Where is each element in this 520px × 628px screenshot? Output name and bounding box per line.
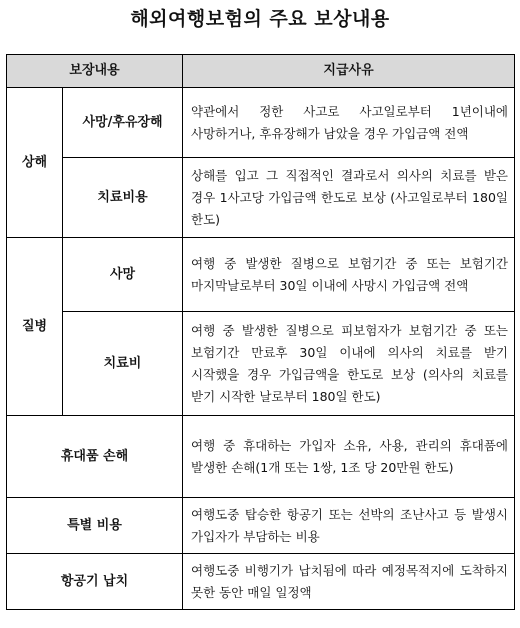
- desc-hijack: 여행도중 비행기가 납치됨에 따라 예정목적지에 도착하지 못한 동안 매일 일정액: [183, 554, 515, 610]
- table-header-row: [7, 55, 515, 88]
- table-row: [7, 238, 515, 312]
- page-title: 해외여행보험의 주요 보상내용: [130, 8, 390, 30]
- item-hijack: 항공기 납치: [7, 554, 183, 610]
- item-illness-death: 사망: [63, 238, 183, 312]
- item-injury-treatment: 치료비용: [63, 158, 183, 238]
- desc-injury-death: 약관에서 정한 사고로 사고일로부터 1년이내에 사망하거나, 후유장해가 남았을 경우 가입금액 전액: [183, 88, 515, 158]
- desc-belongings: 여행 중 휴대하는 가입자 소유, 사용, 관리의 휴대품에 발생한 손해(1개 또는 1쌍, 1조 당 20만원 한도): [183, 416, 515, 498]
- table-row: [7, 312, 515, 416]
- table-row: [7, 498, 515, 554]
- category-injury: 상해: [7, 88, 63, 238]
- desc-illness-treatment: 여행 중 발생한 질병으로 피보험자가 보험기간 중 또는 보험기간 만료후 30일 이내에 의사의 치료를 받기 시작했을 경우 가입금액을 한도로 보상 (의사의 치료를 받기 시작한 날로부터 180일 한도): [183, 312, 515, 416]
- table-row: [7, 554, 515, 610]
- item-injury-death: 사망/후유장해: [63, 88, 183, 158]
- item-special-cost: 특별 비용: [7, 498, 183, 554]
- item-belongings: 휴대품 손해: [7, 416, 183, 498]
- desc-injury-treatment: 상해를 입고 그 직접적인 결과로서 의사의 치료를 받은 경우 1사고당 가입금액 한도로 보상 (사고일로부터 180일 한도): [183, 158, 515, 238]
- category-illness: 질병: [7, 238, 63, 416]
- desc-illness-death: 여행 중 발생한 질병으로 보험기간 중 또는 보험기간 마지막날로부터 30일 이내에 사망시 가입금액 전액: [183, 238, 515, 312]
- header-coverage: 보장내용: [7, 55, 183, 88]
- desc-special-cost: 여행도중 탑승한 항공기 또는 선박의 조난사고 등 발생시 가입자가 부담하는 비용: [183, 498, 515, 554]
- table-row: [7, 416, 515, 498]
- table-row: [7, 88, 515, 158]
- table-row: [7, 158, 515, 238]
- header-payout: 지급사유: [183, 55, 515, 88]
- item-illness-treatment: 치료비: [63, 312, 183, 416]
- coverage-table: [6, 54, 515, 610]
